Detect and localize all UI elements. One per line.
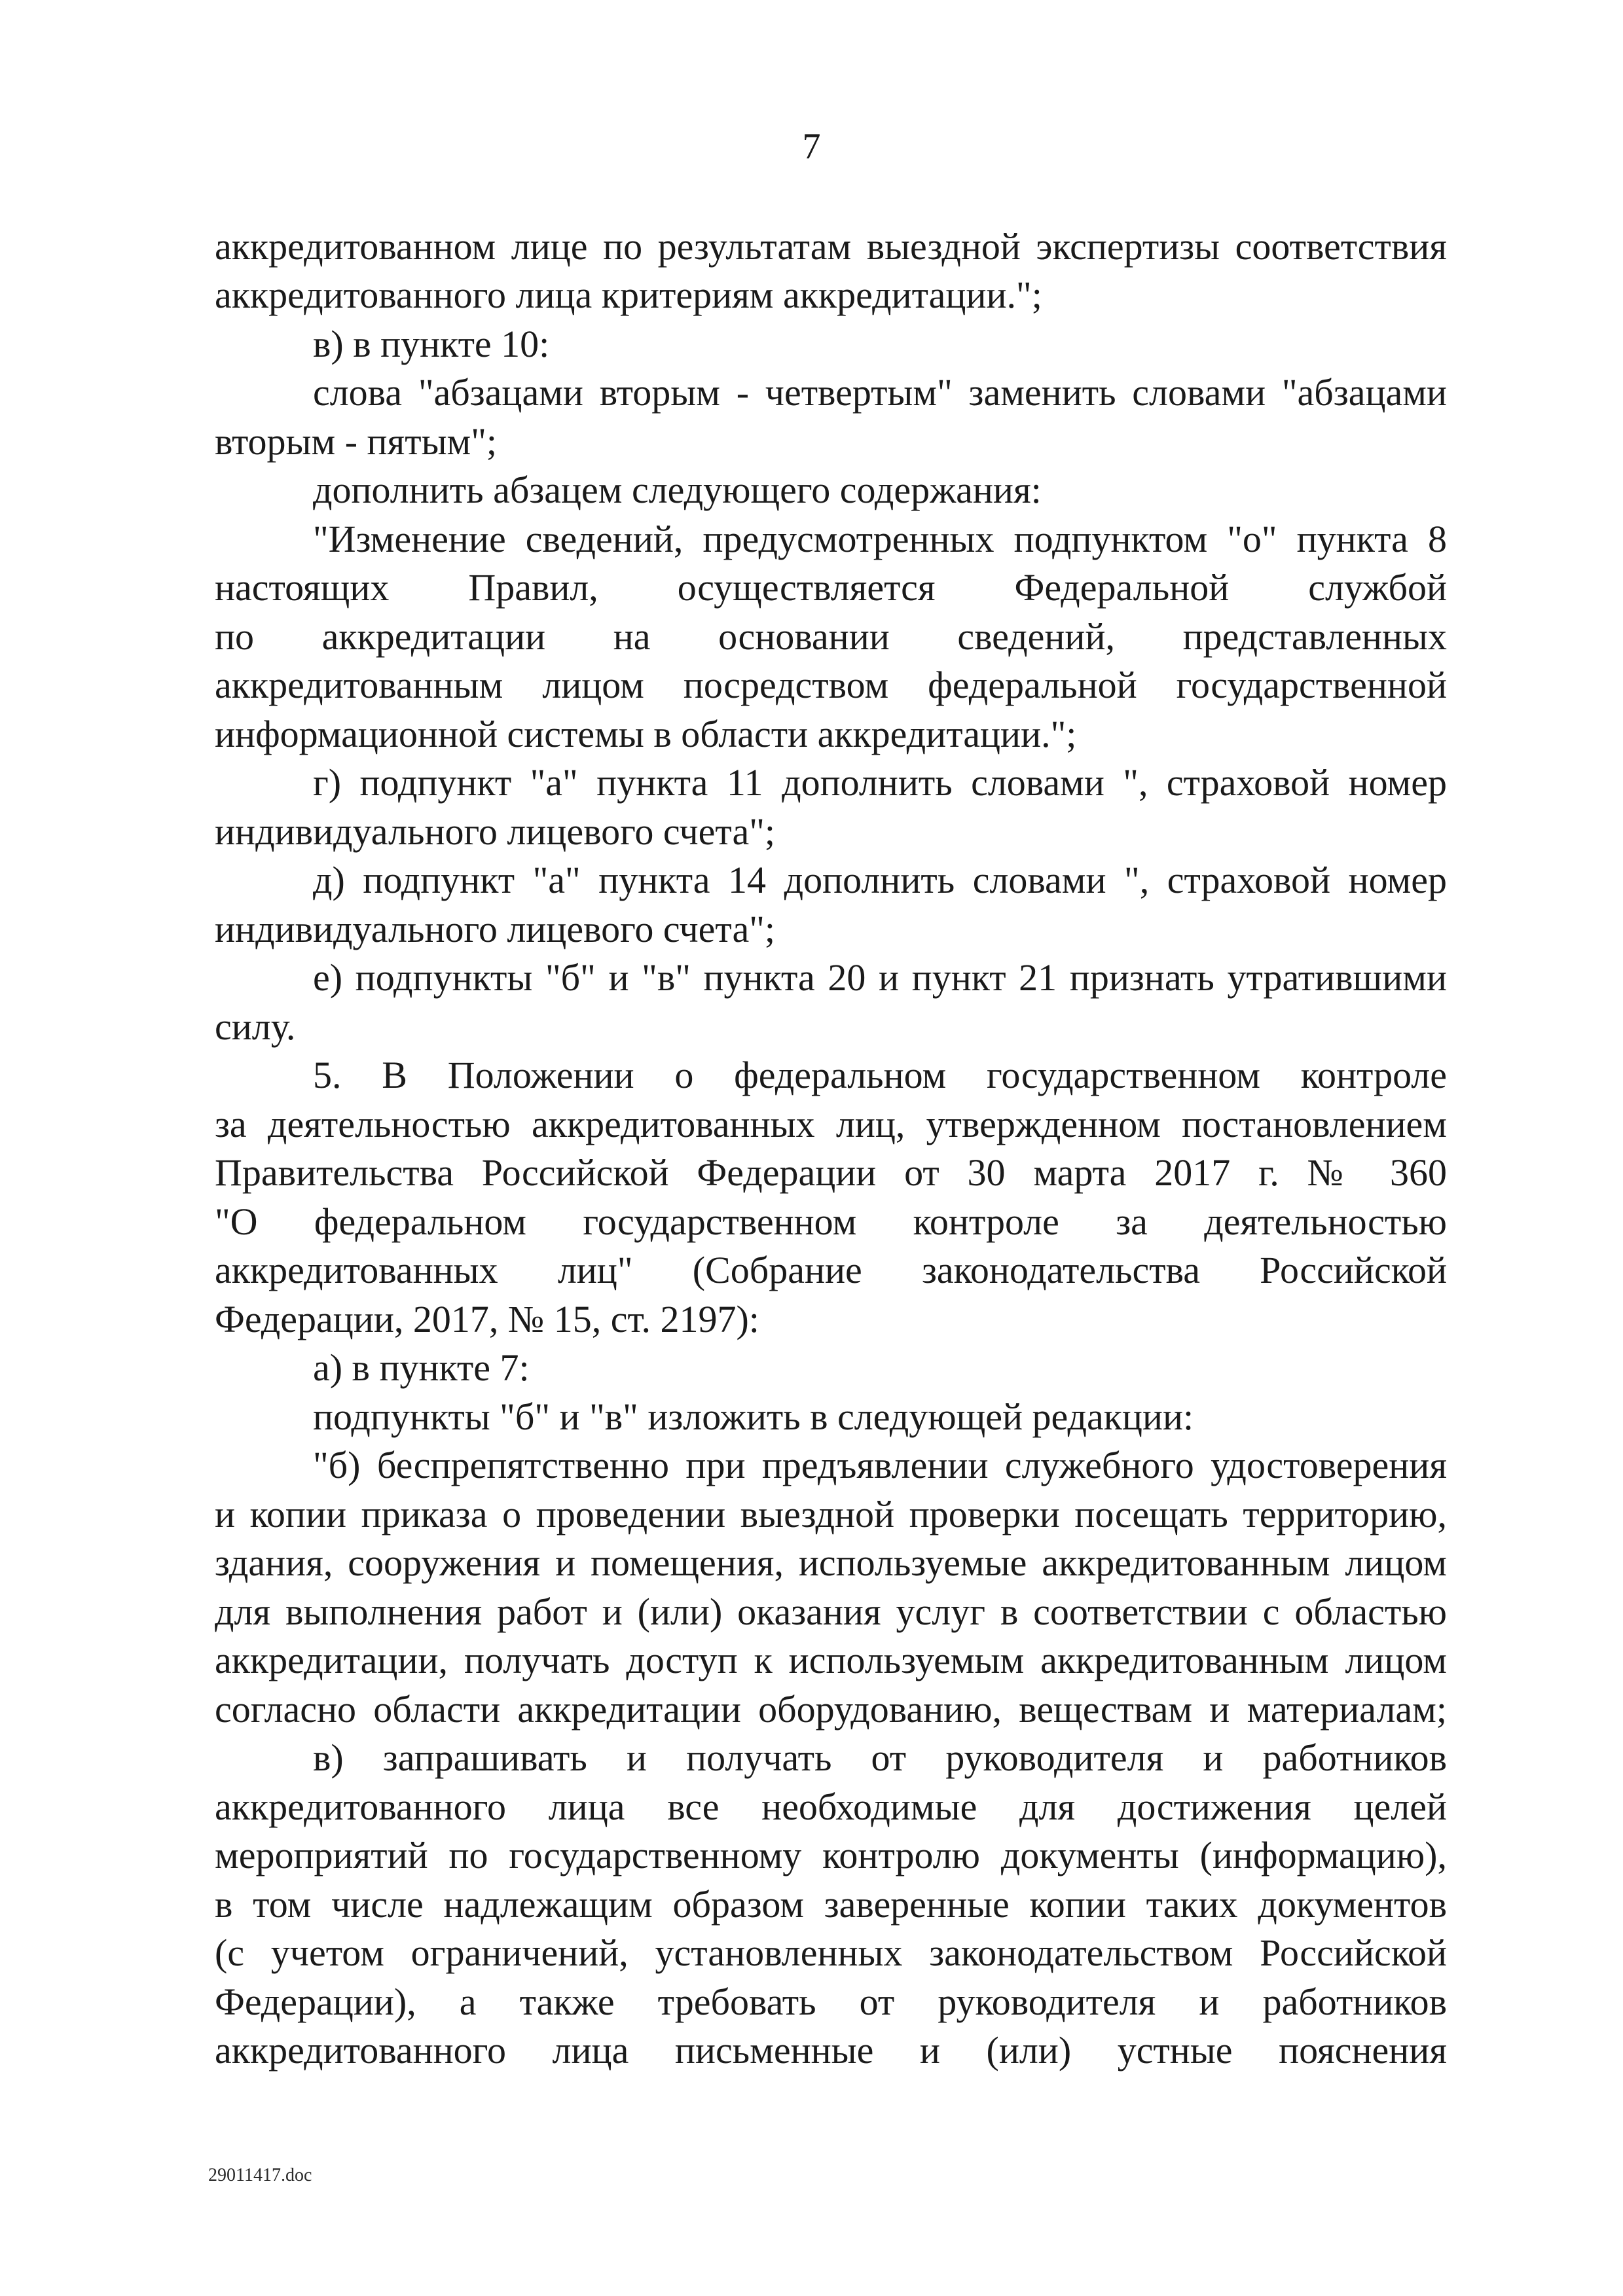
text-line: "О федеральном государственном контроле за деятельностью — [215, 1200, 1447, 1243]
text-line: Федерации), а также требовать от руководителя и работников — [215, 1981, 1447, 2023]
text-line: Правительства Российской Федерации от 30 марта 2017 г. № 360 — [215, 1151, 1447, 1194]
text-line: дополнить абзацем следующего содержания: — [313, 469, 1042, 511]
text-line: подпункты "б" и "в" изложить в следующей редакции: — [313, 1395, 1194, 1438]
text-line: мероприятий по государственному контролю документы (информацию), — [215, 1834, 1447, 1876]
text-line: в том числе надлежащим образом заверенные копии таких документов — [215, 1883, 1447, 1926]
text-line: д) подпункт "а" пункта 14 дополнить словами ", страховой номер — [313, 859, 1447, 901]
text-line: и копии приказа о проведении выездной проверки посещать территорию, — [215, 1493, 1447, 1535]
text-line: аккредитованном лице по результатам выездной экспертизы соответствия — [215, 225, 1447, 268]
text-line: в) запрашивать и получать от руководителя и работников — [313, 1736, 1447, 1779]
text-line: "б) беспрепятственно при предъявлении служебного удостоверения — [313, 1444, 1447, 1486]
text-line: "Изменение сведений, предусмотренных подпунктом "о" пункта 8 — [313, 518, 1447, 560]
text-line: Федерации, 2017, № 15, ст. 2197): — [215, 1298, 759, 1340]
text-line: индивидуального лицевого счета"; — [215, 810, 776, 853]
text-line: за деятельностью аккредитованных лиц, утвержденном постановлением — [215, 1103, 1447, 1145]
text-line: аккредитованного лица письменные и (или) устные пояснения — [215, 2029, 1447, 2072]
text-line: аккредитации, получать доступ к используемым аккредитованным лицом — [215, 1639, 1447, 1681]
text-line: для выполнения работ и (или) оказания услуг в соответствии с областью — [215, 1590, 1447, 1633]
text-line: аккредитованных лиц" (Собрание законодательства Российской — [215, 1249, 1447, 1291]
text-line: согласно области аккредитации оборудованию, веществам и материалам; — [215, 1688, 1447, 1731]
text-line: информационной системы в области аккредитации."; — [215, 713, 1077, 755]
text-line: 5. В Положении о федеральном государственном контроле — [313, 1054, 1447, 1096]
text-line: аккредитованным лицом посредством федеральной государственной — [215, 664, 1447, 706]
text-line: силу. — [215, 1005, 296, 1048]
text-line: г) подпункт "а" пункта 11 дополнить словами ", страховой номер — [313, 761, 1447, 804]
text-line: е) подпункты "б" и "в" пункта 20 и пункт 21 признать утратившими — [313, 956, 1447, 999]
page-number: 7 — [802, 126, 821, 167]
text-line: здания, сооружения и помещения, используемые аккредитованным лицом — [215, 1541, 1447, 1584]
text-line: (с учетом ограничений, установленных законодательством Российской — [215, 1931, 1447, 1974]
text-line: аккредитованного лица все необходимые для достижения целей — [215, 1785, 1447, 1828]
document-filename: 29011417.doc — [208, 2165, 312, 2185]
text-line: слова "абзацами вторым - четвертым" заменить словами "абзацами — [313, 371, 1447, 414]
text-line: в) в пункте 10: — [313, 323, 550, 365]
text-line: настоящих Правил, осуществляется Федеральной службой — [215, 566, 1447, 609]
text-line: вторым - пятым"; — [215, 420, 498, 463]
text-line: аккредитованного лица критериям аккредитации."; — [215, 274, 1042, 316]
text-line: по аккредитации на основании сведений, представленных — [215, 615, 1447, 658]
text-line: а) в пункте 7: — [313, 1346, 530, 1389]
text-line: индивидуального лицевого счета"; — [215, 908, 776, 950]
